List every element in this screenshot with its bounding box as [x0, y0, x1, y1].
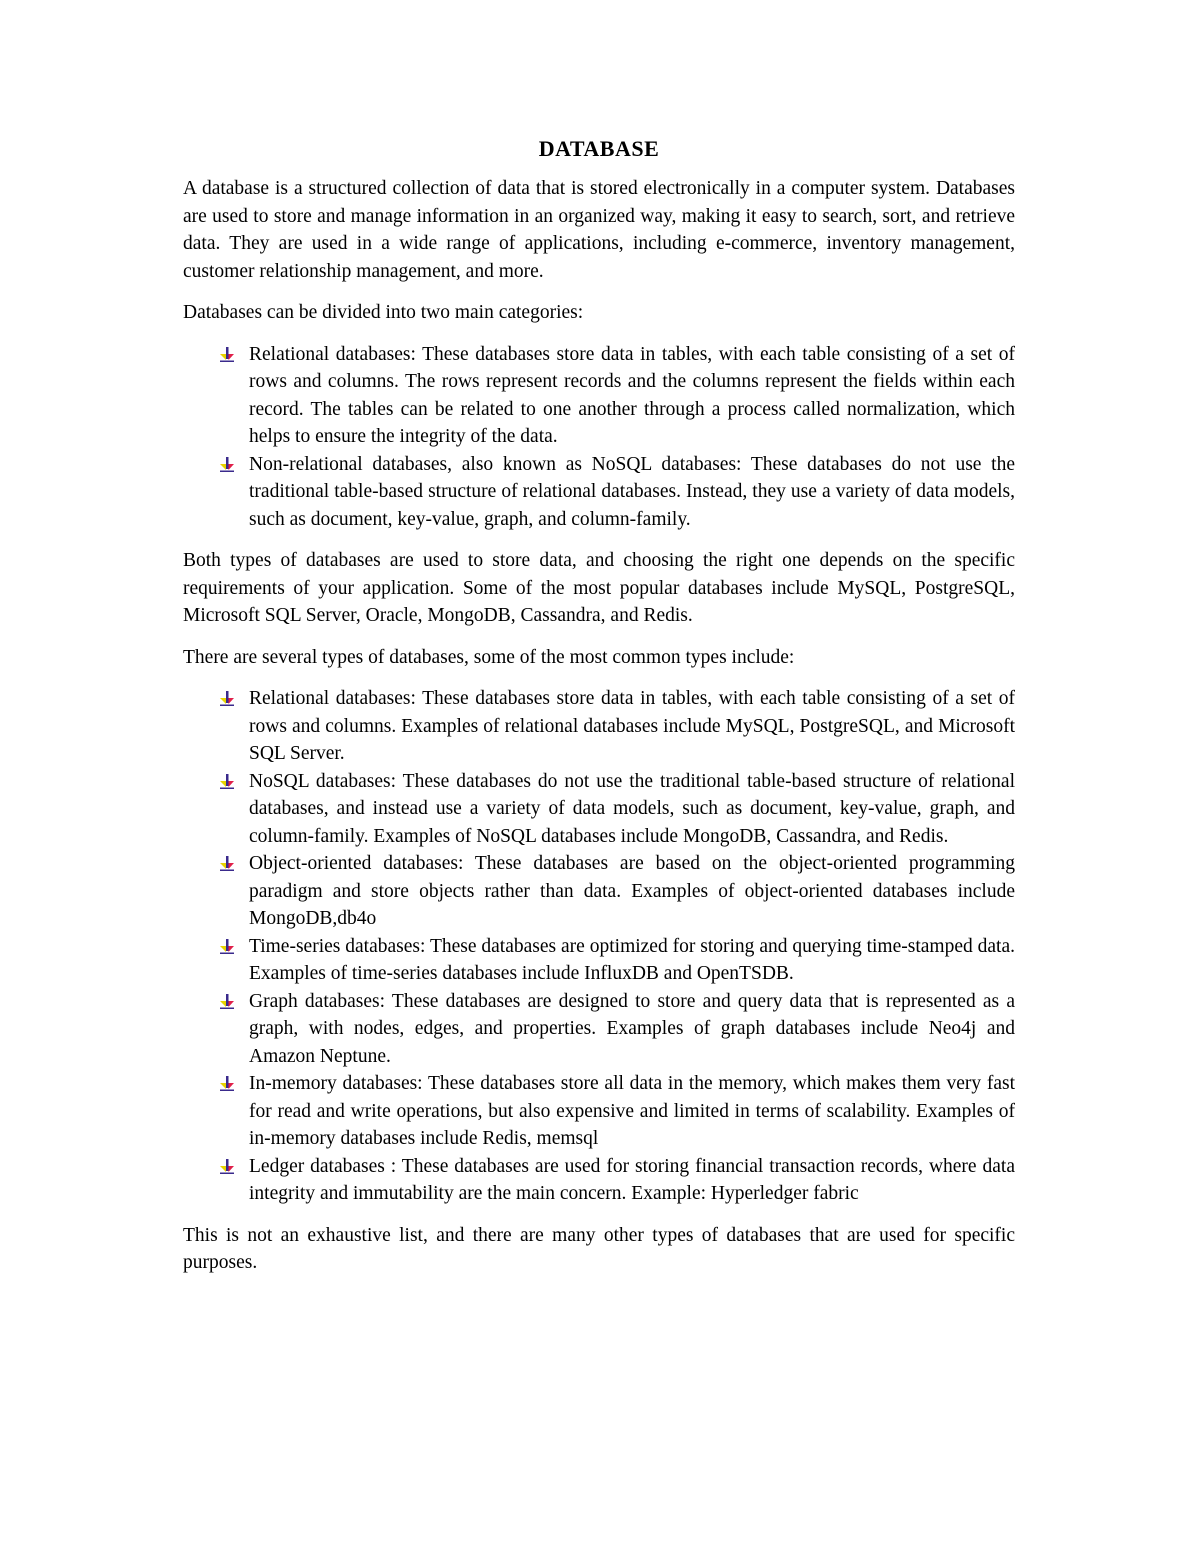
list-item [183, 685, 1015, 768]
arrow-down-bullet-icon [219, 994, 235, 1010]
arrow-down-bullet-icon [219, 347, 235, 363]
categories-list [183, 341, 1015, 534]
types-list [183, 685, 1015, 1208]
list-item-text: Object-oriented databases: These databases are based on the object-oriented programming paradigm and store objects rather than data. Examples of object-oriented databases include MongoDB,db4o [249, 853, 1015, 929]
arrow-down-bullet-icon [219, 691, 235, 707]
list-item [183, 341, 1015, 451]
list-item-text: Non-relational databases, also known as NoSQL databases: These databases do not use the traditional table-based structure of relational databases. Instead, they use a variety of data models, such as document, key-value, graph, and column-family. [249, 453, 1015, 530]
both-types-paragraph: Both types of databases are used to store data, and choosing the right one depends on the specific requirements of your application. Some of the most popular databases include MySQL, PostgreSQL, Microsoft SQL Server, Oracle, MongoDB, Cassandra, and Redis. [183, 550, 1015, 626]
arrow-down-bullet-icon [219, 1076, 235, 1092]
list-item-text: NoSQL databases: These databases do not use the traditional table-based structure of relational databases, and instead use a variety of data models, such as document, key-value, graph, and column-family. Examples of NoSQL databases include MongoDB, Cassandra, and Redis. [249, 770, 1015, 847]
list-item-text: In-memory databases: These databases store all data in the memory, which makes them very fast for read and write operations, but also expensive and limited in terms of scalability. Examples of in-memory databases include Redis, memsql [249, 1073, 1015, 1149]
list-item [183, 1153, 1015, 1208]
arrow-down-bullet-icon [219, 457, 235, 473]
list-item-text: Time-series databases: These databases are optimized for storing and querying time-stamped data. Examples of time-series databases include InfluxDB and OpenTSDB. [249, 935, 1015, 984]
list-item-text: Relational databases: These databases store data in tables, with each table consisting of a set of rows and columns. Examples of relational databases include MySQL, PostgreSQL, and Microsoft SQL Server. [249, 688, 1015, 764]
conclusion-paragraph: This is not an exhaustive list, and there are many other types of databases that are used for specific purposes. [183, 1224, 1015, 1273]
document-page [183, 135, 1015, 1291]
types-intro: There are several types of databases, some of the most common types include: [183, 646, 795, 668]
list-item [183, 933, 1015, 988]
list-item-text: Ledger databases : These databases are used for storing financial transaction records, where data integrity and immutability are the main concern. Example: Hyperledger fabric [249, 1155, 1015, 1204]
arrow-down-bullet-icon [219, 774, 235, 790]
arrow-down-bullet-icon [219, 856, 235, 872]
list-item-text: Graph databases: These databases are designed to store and query data that is represented as a graph, with nodes, edges, and properties. Examples of graph databases include Neo4j and Amazon Neptune. [249, 990, 1015, 1067]
list-item [183, 451, 1015, 534]
intro-paragraph: A database is a structured collection of data that is stored electronically in a computer system. Databases are used to store and manage information in an organized way, making it easy to search, sort, and retrieve data. They are used in a wide range of applications, including e-commerce, inventory management, customer relationship management, and more. [183, 178, 1015, 282]
list-item-text: Relational databases: These databases store data in tables, with each table consisting of a set of rows and columns. The rows represent records and the columns represent the fields within each record. The tables can be related to one another through a process called normalization, which helps to ensure the integrity of the data. [249, 343, 1015, 447]
categories-intro: Databases can be divided into two main categories: [183, 302, 584, 323]
arrow-down-bullet-icon [219, 939, 235, 955]
list-item [183, 1070, 1015, 1153]
arrow-down-bullet-icon [219, 1159, 235, 1175]
list-item [183, 768, 1015, 851]
document-title: DATABASE [538, 136, 660, 161]
list-item [183, 850, 1015, 933]
list-item [183, 988, 1015, 1071]
